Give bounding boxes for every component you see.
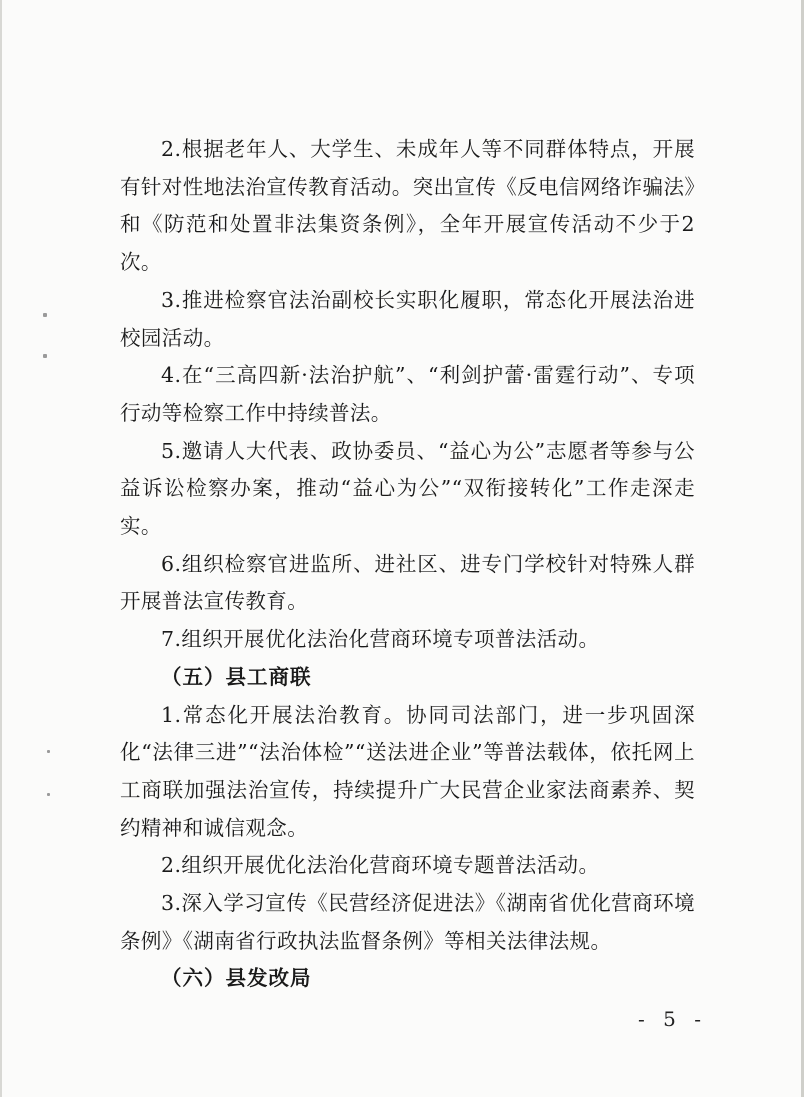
document-body (120, 131, 695, 998)
scan-speck (47, 793, 50, 796)
paragraph-item-6: 6.组织检察官进监所、进社区、进专门学校针对特殊人群开展普法宣传教育。 (120, 551, 695, 614)
section-heading-5: （五）县工商联 (161, 664, 312, 689)
paragraph-item-5: 5.邀请人大代表、政协委员、“益心为公”志愿者等参与公益诉讼检察办案，推动“益心为公”“双衔接转化”工作走深走实。 (120, 438, 695, 539)
section-heading-6: （六）县发改局 (161, 966, 312, 991)
page-number: - 5 - (638, 1007, 707, 1031)
scan-speck (43, 354, 47, 358)
paragraph-item-2: 2.根据老年人、大学生、未成年人等不同群体特点，开展有针对性地法治宣传教育活动。突出宣传《反电信网络诈骗法》和《防范和处置非法集资条例》，全年开展宣传活动不少于2次。 (120, 137, 695, 275)
scan-speck (47, 750, 50, 753)
section5-paragraph-3: 3.深入学习宣传《民营经济促进法》《湖南省优化营商环境条例》《湖南省行政执法监督条例》等相关法律法规。 (120, 891, 695, 953)
scan-speck (43, 313, 47, 317)
paragraph-item-4: 4.在“三高四新·法治护航”、“利剑护蕾·雷霆行动”、专项行动等检察工作中持续普法。 (120, 363, 695, 425)
section5-paragraph-2: 2.组织开展优化法治化营商环境专题普法活动。 (161, 853, 600, 878)
section5-paragraph-1: 1.常态化开展法治教育。协同司法部门，进一步巩固深化“法律三进”“法治体检”“送法进企业”等普法载体，依托网上工商联加强法治宣传，持续提升广大民营企业家法商素养、契约精神和诚信观念。 (120, 702, 695, 840)
paragraph-item-3: 3.推进检察官法治副校长实职化履职，常态化开展法治进校园活动。 (120, 287, 695, 350)
paragraph-item-7: 7.组织开展优化法治化营商环境专项普法活动。 (161, 627, 600, 652)
